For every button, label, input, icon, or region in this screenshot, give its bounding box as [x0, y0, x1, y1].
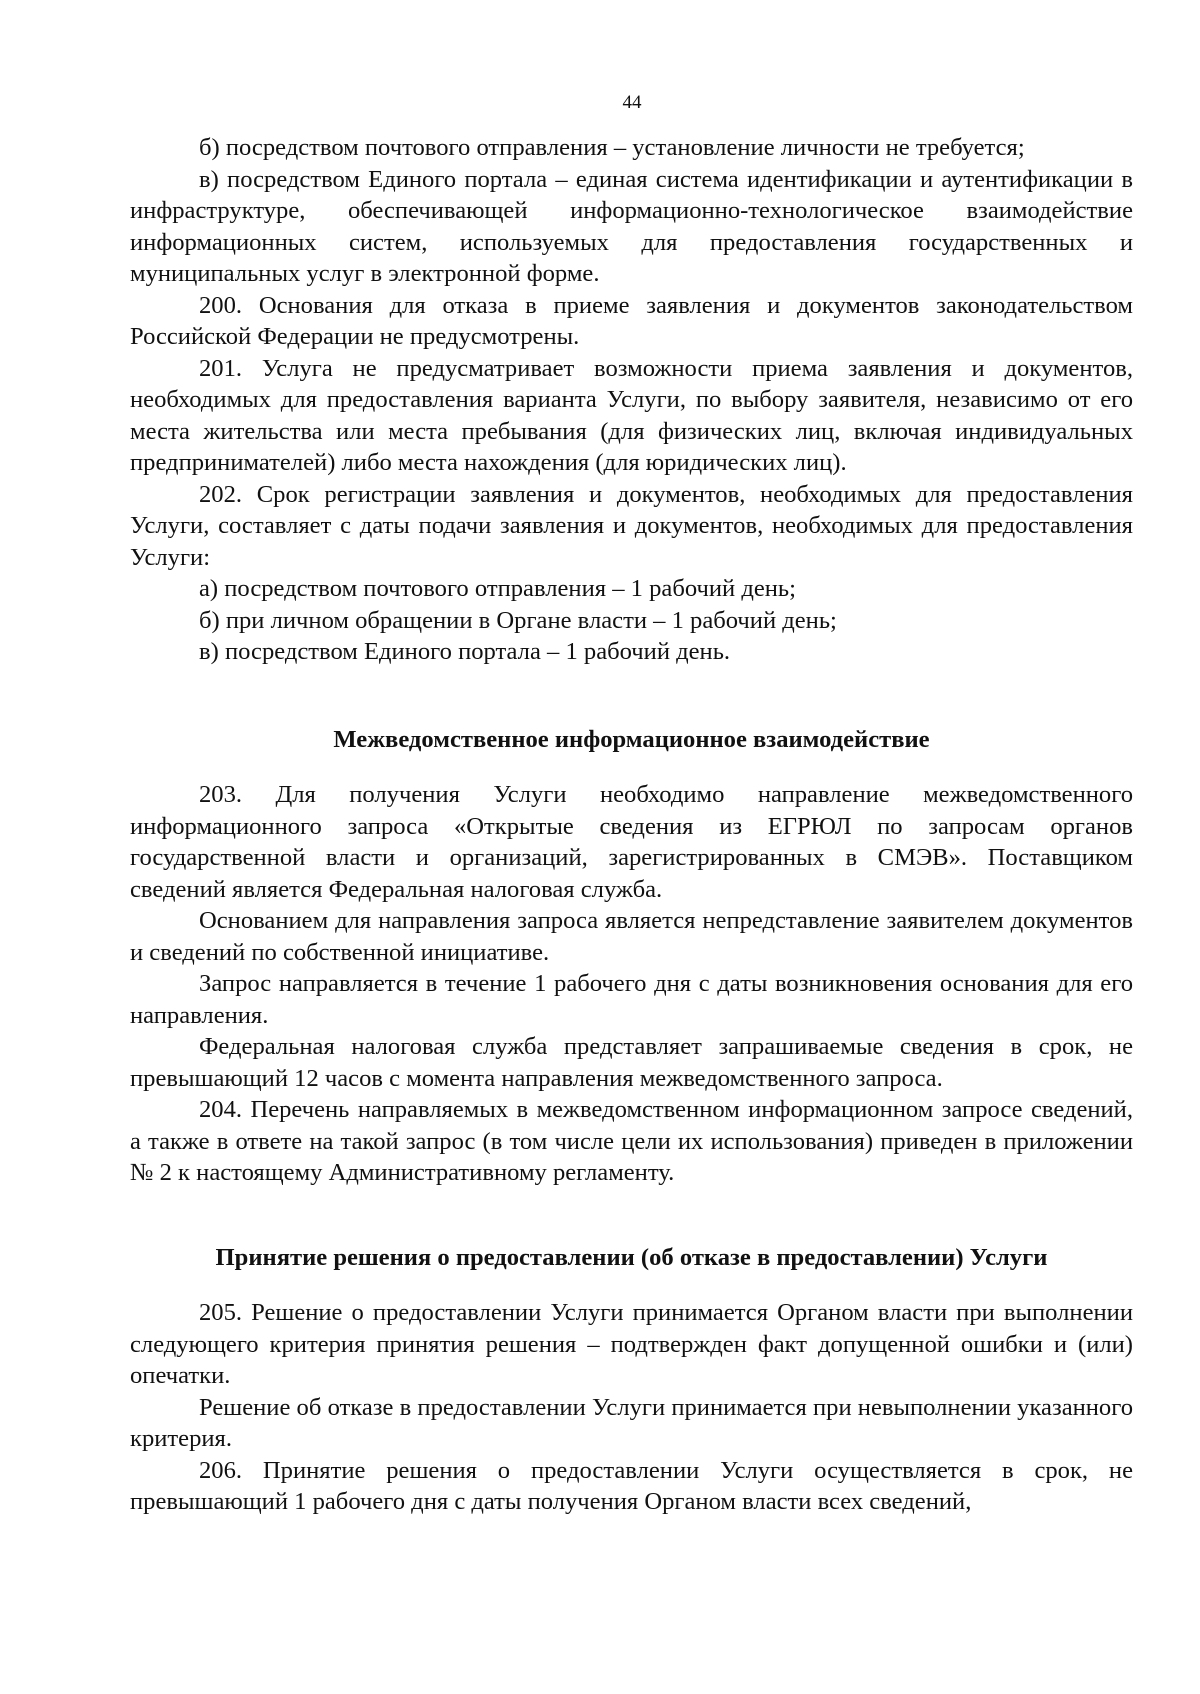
paragraph: Запрос направляется в течение 1 рабочего дня с даты возникновения основания для его направления. — [130, 970, 1133, 1029]
paragraph: 201. Услуга не предусматривает возможности приема заявления и документов, необходимых для предоставления варианта Услуги, по выбору заявителя, независимо от его места жительства или места пребывания (для физических лиц, включая индивидуальных предпринимателей) либо места нахождения (для юридических лиц). — [130, 354, 1133, 476]
page-content — [130, 132, 1133, 1518]
spacer — [130, 668, 1133, 724]
paragraph: в) посредством Единого портала – 1 рабочий день. — [199, 638, 731, 665]
paragraph: Решение об отказе в предоставлении Услуги принимается при невыполнении указанного критерия. — [130, 1393, 1133, 1452]
paragraph: Федеральная налоговая служба представляет запрашиваемые сведения в срок, не превышающий 12 часов с момента направления межведомственного запроса. — [130, 1033, 1133, 1092]
spacer — [130, 755, 1133, 779]
page-number: 44 — [622, 92, 642, 113]
paragraph: 203. Для получения Услуги необходимо направление межведомственного информационного запроса «Открытые сведения из ЕГРЮЛ по запросам органов государственной власти и организаций, зарегистрированных в СМЭВ». Поставщиком сведений является Федеральная налоговая служба. — [130, 781, 1133, 903]
paragraph: 200. Основания для отказа в приеме заявления и документов законодательством Российской Федерации не предусмотрены. — [130, 291, 1133, 350]
paragraph: б) посредством почтового отправления – установление личности не требуется; — [199, 134, 1025, 161]
paragraph: 202. Срок регистрации заявления и документов, необходимых для предоставления Услуги, составляет с даты подачи заявления и документов, необходимых для предоставления Услуги: — [130, 480, 1133, 571]
paragraph: в) посредством Единого портала – единая система идентификации и аутентификации в инфраструктуре, обеспечивающей информационно-технологическое взаимодействие информационных систем, используемых для предоставления государственных и муниципальных услуг в электронной форме. — [130, 165, 1133, 287]
section-heading-interagency: Межведомственное информационное взаимодействие — [333, 725, 930, 753]
paragraph: 206. Принятие решения о предоставлении Услуги осуществляется в срок, не превышающий 1 рабочего дня с даты получения Органом власти всех сведений, — [130, 1456, 1133, 1515]
spacer — [130, 1273, 1133, 1297]
paragraph: 205. Решение о предоставлении Услуги принимается Органом власти при выполнении следующего критерия принятия решения – подтвержден факт допущенной ошибки и (или) опечатки. — [130, 1299, 1133, 1389]
paragraph: 204. Перечень направляемых в межведомственном информационном запросе сведений, а также в ответе на такой запрос (в том числе цели их использования) приведен в приложении № 2 к настоящему Административному регламенту. — [130, 1096, 1133, 1186]
section-heading-decision: Принятие решения о предоставлении (об отказе в предоставлении) Услуги — [215, 1243, 1048, 1271]
paragraph: б) при личном обращении в Органе власти – 1 рабочий день; — [199, 606, 837, 634]
spacer — [130, 1189, 1133, 1242]
paragraph: а) посредством почтового отправления – 1 рабочий день; — [199, 575, 796, 602]
paragraph: Основанием для направления запроса является непредставление заявителем документов и сведений по собственной инициативе. — [130, 907, 1133, 966]
